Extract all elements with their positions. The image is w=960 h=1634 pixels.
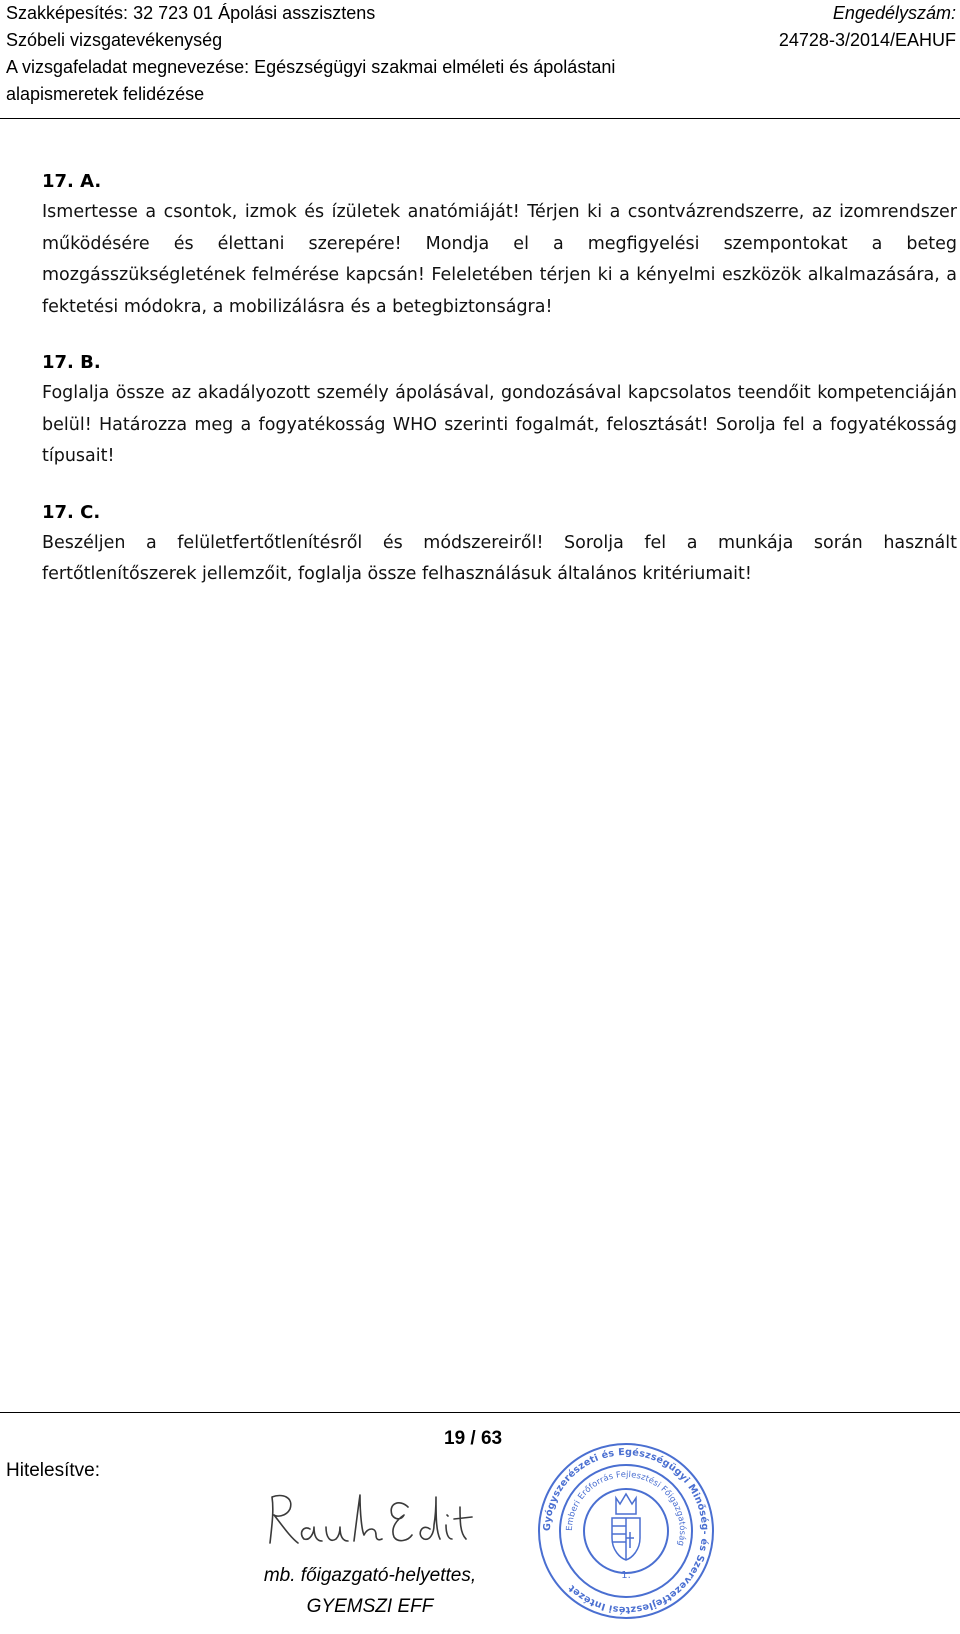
section-text: Ismertesse a csontok, izmok és ízületek anatómiáját! Térjen ki a csontvázrendszerre, az izomrendszer működésére és élettani szerepére! Mondja el a megfigyelési szempontokat a beteg mozgásszükségletének felmérése kapcsán! Feleletében térjen ki a kényelmi eszközök alkalmazására, a fektetési módokra, a mobilizálásra és a betegbiztonságra!	[42, 202, 957, 317]
official-seal	[536, 1438, 716, 1624]
header-right	[779, 0, 956, 54]
header-task-name: A vizsgafeladat megnevezése: Egészségügyi szakmai elméleti és ápolástani	[6, 57, 616, 77]
signer-block	[240, 1560, 500, 1622]
header-exam-type: Szóbeli vizsgatevékenység	[6, 30, 223, 50]
page-number: 19 / 63	[444, 1428, 503, 1449]
section-text: Foglalja össze az akadályozott személy ápolásával, gondozásával kapcsolatos teendőit kompetenciáján belül! Határozza meg a fogyatékosság WHO szerinti fogalmát, felosztását! Sorolja fel a fogyatékosság típusait!	[42, 383, 957, 466]
header-license-label: Engedélyszám:	[832, 3, 956, 23]
section-title: 17. A.	[42, 171, 102, 192]
seal-inner-text: Emberi Erőforrás Fejlesztési Főigazgatóság	[563, 1468, 689, 1548]
section-17a	[42, 166, 957, 323]
section-17c	[42, 497, 957, 591]
document-body	[42, 166, 957, 615]
header-qualification: Szakképesítés: 32 723 01 Ápolási asszisztens	[6, 3, 376, 23]
footer-divider	[0, 1412, 960, 1413]
handwritten-signature	[260, 1485, 490, 1565]
signer-title: mb. főigazgató-helyettes,	[263, 1565, 477, 1586]
seal-outer-text: Gyógyszerészeti és Egészségügyi Minőség- és Szervezetfejlesztési Intézet	[541, 1446, 711, 1616]
certified-label: Hitelesítve:	[6, 1460, 100, 1481]
signer-organization: GYEMSZI EFF	[306, 1596, 434, 1617]
header-task-name-cont: alapismeretek felidézése	[6, 84, 205, 104]
section-17b	[42, 347, 957, 473]
coat-of-arms-icon	[612, 1494, 640, 1560]
page-header	[0, 0, 960, 119]
section-title: 17. B.	[42, 352, 101, 373]
section-text: Beszéljen a felületfertőtlenítésről és módszereiről! Sorolja fel a munkája során használt fertőtlenítőszerek jellemzőit, foglalja össze felhasználásuk általános kritériumait!	[42, 532, 957, 584]
seal-number: 1.	[621, 1570, 631, 1581]
section-title: 17. C.	[42, 501, 101, 523]
header-left	[6, 0, 615, 108]
header-license-number: 24728-3/2014/EAHUF	[778, 30, 956, 50]
